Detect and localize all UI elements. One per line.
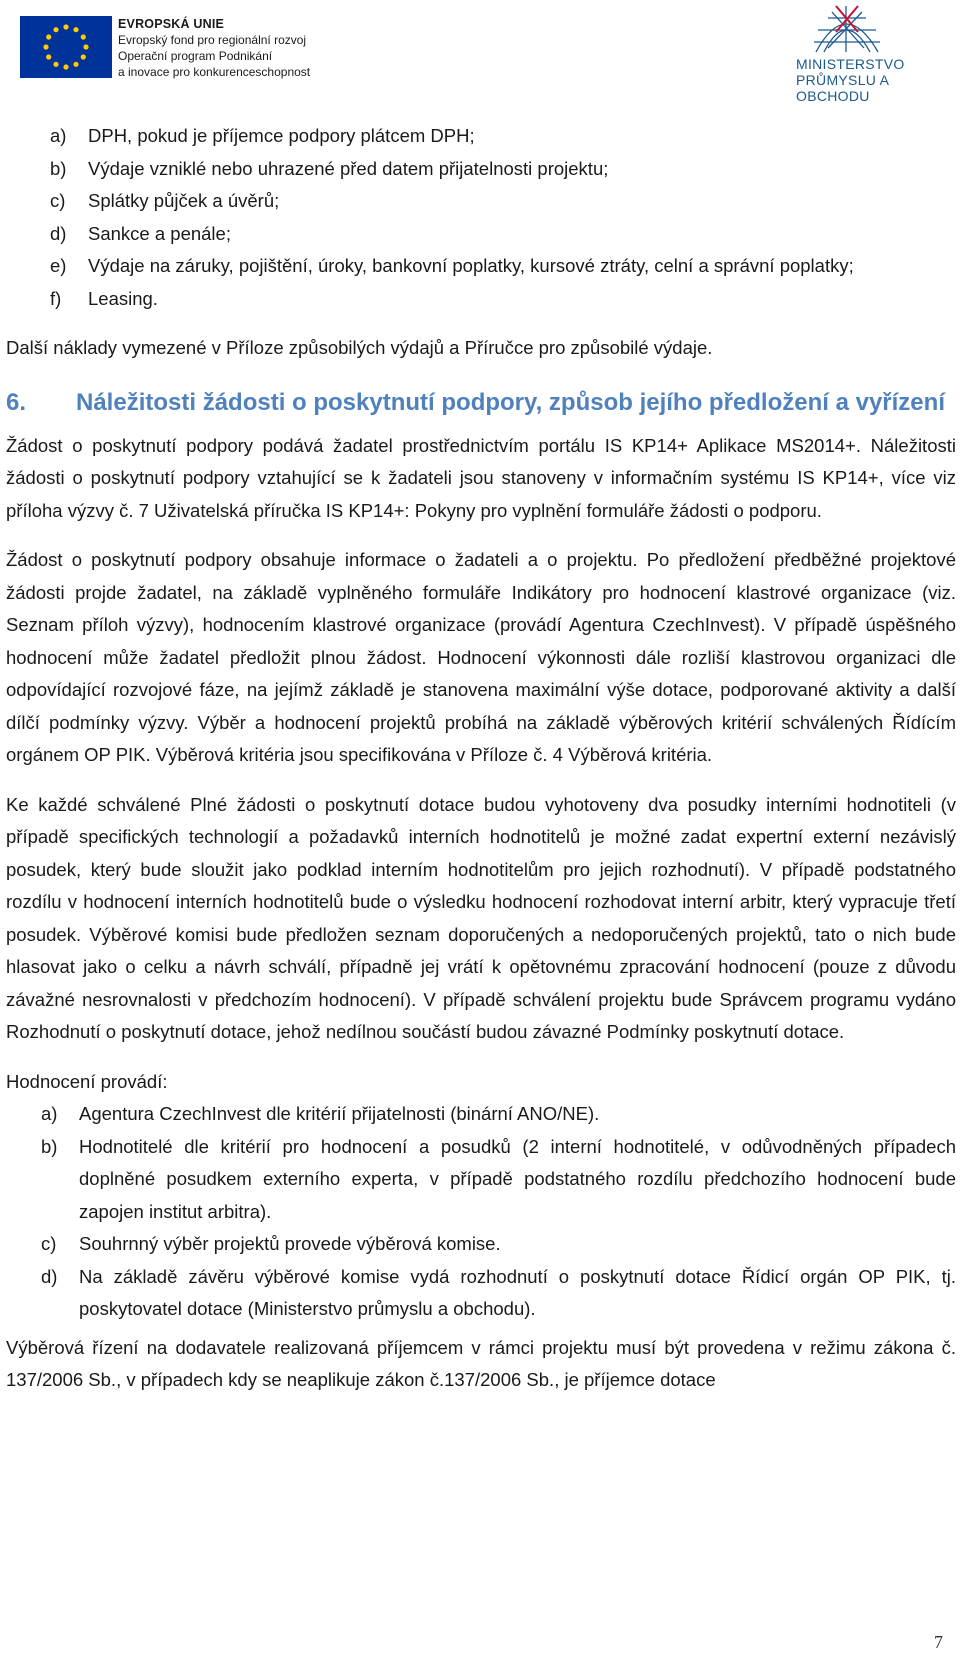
list-item <box>6 185 956 218</box>
mpo-line-2: PRŮMYSLU A OBCHODU <box>796 72 889 104</box>
list-marker: c) <box>41 1233 57 1254</box>
list-item-text: Na základě závěru výběrové komise vydá rozhodnutí o poskytnutí dotace Řídicí orgán OP PIK, tj. poskytovatel dotace (Ministerstvo průmyslu a obchodu). <box>79 1265 956 1319</box>
paragraph-application-content: Žádost o poskytnutí podpory obsahuje informace o žadateli a o projektu. Po předložení předběžné projektové žádosti projde žadatel, na základě vyplněného formuláře Indikátory pro hodnocení klastrové organizace (viz. Seznam příloh výzvy), hodnocením klastrové organizace (provádí Agentura CzechInvest). V případě úspěšného hodnocení může žadatel předložit plnou žádost. Hodnocení výkonnosti dále rozliší klastrovou organizaci dle odpovídající rozvojové fáze, na jejímž základě je stanovena maximální výše dotace, podporované aktivity a další dílčí podmínky výzvy. Výběr a hodnocení projektů probíhá na základě výběrových kritérií schválených Řídícím orgánem OP PIK. Výběrová kritéria jsou specifikována v Příloze č. 4 Výběrová kritéria. <box>6 549 956 765</box>
list-marker: c) <box>50 190 66 211</box>
list-marker: d) <box>41 1265 58 1287</box>
list-item <box>6 153 956 186</box>
mpo-sphere-icon <box>806 2 886 56</box>
list-item-text: Souhrnný výběr projektů provede výběrová komise. <box>79 1233 501 1254</box>
list-item <box>6 1228 956 1261</box>
list-item-text: Hodnotitelé dle kritérií pro hodnocení a posudků (2 interní hodnotitelé, v odůvodněných případech doplněné posudkem externího experta, v případě podstatného rozdílu předchozího hodnocení bude zapojen institut arbitra). <box>79 1135 956 1222</box>
eu-line-3: Operační program Podnikání <box>118 49 273 63</box>
list-marker: d) <box>50 222 67 244</box>
section-heading <box>6 385 956 420</box>
document-body <box>6 120 956 1397</box>
paragraph-evaluation: Ke každé schválené Plné žádosti o poskytnutí dotace budou vyhotoveny dva posudky interními hodnotiteli (v případě specifických technologií a požadavků interních hodnotitelů je možné zadat expertní externí nezávislý posudek, který bude sloužit jako podklad interním hodnotitelům pro jejich rozhodnutí). V případě podstatného rozdílu v hodnocení interních hodnotitelů bude o výsledku hodnocení rozhodovat interní arbitr, který vypracuje třetí posudek. Výběrové komisi bude předložen seznam doporučených a nedoporučených projektů, tato o nich bude hlasovat jako o celku a návrh schválí, případně jej vrátí k opětovnému zpracování hodnocení (pouze z důvodu závažné nesrovnalosti v předchozím hodnocení). V případě schválení projektu bude Správcem programu vydáno Rozhodnutí o poskytnutí dotace, jehož nedílnou součástí budou závazné Podmínky poskytnutí dotace. <box>6 793 956 1042</box>
paragraph-evaluators-intro: Hodnocení provádí: <box>6 1070 168 1092</box>
list-marker: a) <box>50 125 67 146</box>
list-item-text: Agentura CzechInvest dle kritérií přijatelnosti (binární ANO/NE). <box>79 1103 600 1124</box>
paragraph-procurement: Výběrová řízení na dodavatele realizovaná příjemcem v rámci projektu musí být provedena v režimu zákona č. 137/2006 Sb., v případech kdy se neaplikuje zákon č.137/2006 Sb., je příjemce dotace <box>6 1336 956 1390</box>
list-item-text: Splátky půjček a úvěrů; <box>88 190 280 211</box>
list-item-text: Výdaje na záruky, pojištění, úroky, bankovní poplatky, kursové ztráty, celní a správní poplatky; <box>88 255 854 276</box>
eu-flag-icon <box>20 16 112 78</box>
paragraph-application-portal: Žádost o poskytnutí podpory podává žadatel prostřednictvím portálu IS KP14+ Aplikace MS2014+. Náležitosti žádosti o poskytnutí podpory vztahující se k žadateli jsou stanoveny v informačním systému IS KP14+, více viz příloha výzvy č. 7 Uživatelská příručka IS KP14+: Pokyny pro vyplnění formuláře žádosti o podporu. <box>6 434 956 521</box>
mpo-logo <box>786 2 956 104</box>
eu-line-2: Evropský fond pro regionální rozvoj <box>118 33 307 47</box>
page-number: 7 <box>934 1632 943 1652</box>
list-item <box>6 283 956 316</box>
list-item <box>6 250 956 283</box>
list-item <box>6 1131 956 1229</box>
section-title: Náležitosti žádosti o poskytnutí podpory, způsob jejího předložení a vyřízení <box>76 388 945 416</box>
ineligible-costs-list <box>6 120 956 315</box>
list-item <box>6 1098 956 1131</box>
list-marker: e) <box>50 255 67 276</box>
list-marker: b) <box>41 1135 58 1157</box>
list-item-text: Sankce a penále; <box>88 222 231 244</box>
eu-line-1: EVROPSKÁ UNIE <box>118 17 225 31</box>
list-item <box>6 120 956 153</box>
page-header <box>0 0 960 104</box>
eu-line-4: a inovace pro konkurenceschopnost <box>118 65 311 79</box>
list-item-text: Leasing. <box>88 287 158 309</box>
mpo-text <box>796 56 956 104</box>
mpo-line-1: MINISTERSTVO <box>796 56 905 72</box>
paragraph-other-costs: Další náklady vymezené v Příloze způsobilých výdajů a Příručce pro způsobilé výdaje. <box>6 337 713 358</box>
evaluators-list <box>6 1098 956 1326</box>
list-marker: f) <box>50 287 62 309</box>
section-number: 6. <box>6 388 27 416</box>
list-item-text: DPH, pokud je příjemce podpory plátcem DPH; <box>88 125 475 146</box>
list-item <box>6 218 956 251</box>
list-marker: b) <box>50 157 67 179</box>
eu-programme-text <box>118 16 318 80</box>
list-marker: a) <box>41 1103 58 1124</box>
list-item-text: Výdaje vzniklé nebo uhrazené před datem přijatelnosti projektu; <box>88 157 609 179</box>
list-item <box>6 1261 956 1326</box>
